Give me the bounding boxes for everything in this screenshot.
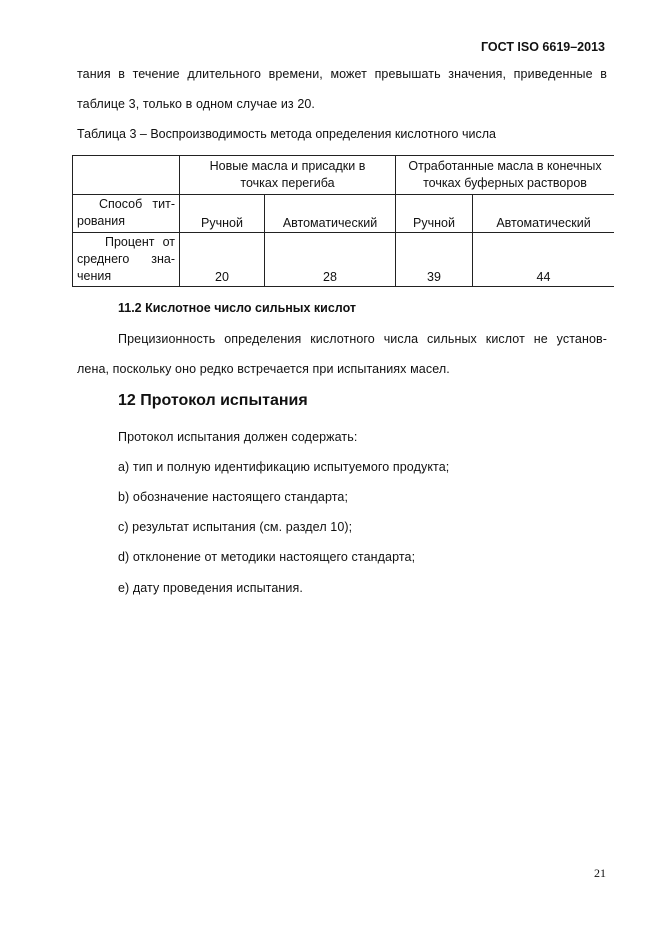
percent-label-cell	[73, 233, 180, 287]
list-item: a) тип и полную идентификацию испытуемого продукта;	[118, 460, 450, 474]
percent-label-line2: среднего зна-	[77, 252, 175, 266]
document-id: ГОСТ ISO 6619–2013	[480, 40, 605, 54]
table-caption: Таблица 3 – Воспроизводимость метода определения кислотного числа	[77, 127, 496, 141]
method-label-cell	[73, 195, 180, 233]
percent-label-line3: чения	[77, 269, 112, 283]
group-used-oils-header	[396, 156, 615, 195]
section-11-2-line-1: Прецизионность определения кислотного числа сильных кислот не установ-	[118, 332, 607, 346]
method-label-line1: Способ тит-	[99, 197, 175, 211]
list-item: b) обозначение настоящего стандарта;	[118, 490, 349, 504]
method-automatic-1: Автоматический	[265, 195, 396, 233]
group-new-oils-line2: точках перегиба	[240, 176, 335, 190]
section-12-title: 12 Протокол испытания	[118, 392, 308, 409]
table-percent-row	[73, 233, 615, 287]
intro-line-2: таблице 3, только в одном случае из 20.	[77, 97, 316, 111]
section-11-2-line-2: лена, поскольку оно редко встречается при испытаниях масел.	[77, 362, 450, 376]
percent-label-line1: Процент от	[105, 235, 175, 249]
list-item: d) отклонение от методики настоящего стандарта;	[118, 550, 416, 564]
method-label-line2: рования	[77, 214, 126, 228]
list-item: e) дату проведения испытания.	[118, 581, 303, 595]
method-automatic-2: Автоматический	[473, 195, 615, 233]
page-number: 21	[594, 866, 606, 880]
method-manual-2: Ручной	[396, 195, 473, 233]
value-manual-1: 20	[180, 233, 265, 287]
value-automatic-1: 28	[265, 233, 396, 287]
intro-line-1: тания в течение длительного времени, может превышать значения, приведенные в	[77, 67, 607, 81]
group-new-oils-header	[180, 156, 396, 195]
table-corner-cell	[73, 156, 180, 195]
reproducibility-table	[72, 155, 614, 287]
value-automatic-2: 44	[473, 233, 615, 287]
method-manual-1: Ручной	[180, 195, 265, 233]
group-used-oils-line2: точках буферных растворов	[423, 176, 587, 190]
section-12-intro: Протокол испытания должен содержать:	[118, 430, 358, 444]
section-11-2-title: 11.2 Кислотное число сильных кислот	[118, 301, 357, 315]
list-item: c) результат испытания (см. раздел 10);	[118, 520, 353, 534]
value-manual-2: 39	[396, 233, 473, 287]
group-used-oils-line1: Отработанные масла в конечных	[408, 159, 602, 173]
table-method-row	[73, 195, 615, 233]
group-new-oils-line1: Новые масла и присадки в	[209, 159, 366, 173]
table-header-row	[73, 156, 615, 195]
